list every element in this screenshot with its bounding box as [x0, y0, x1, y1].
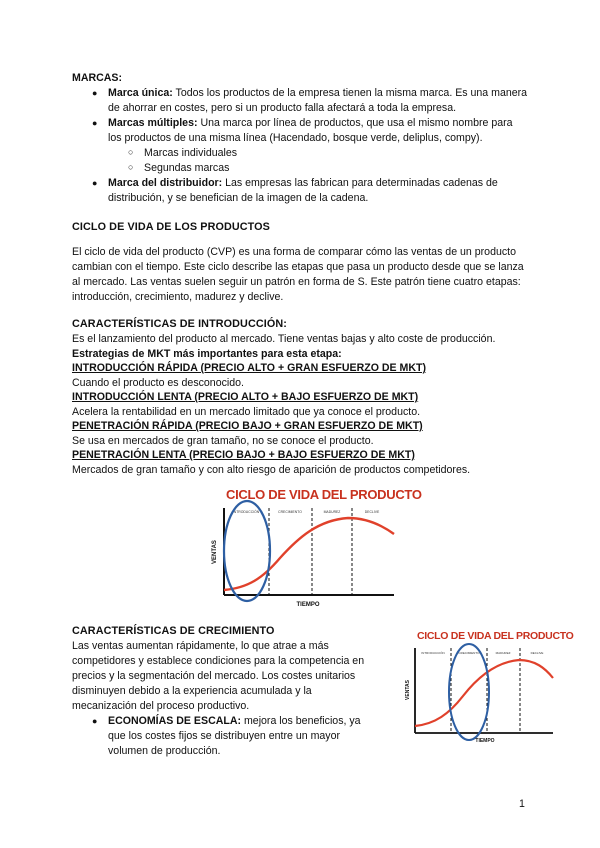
chart-2-stage-3: MADUREZ	[495, 651, 511, 655]
page-number: 1	[519, 798, 525, 810]
product-lifecycle-chart-1	[208, 482, 422, 612]
strategy-1-text: Cuando el producto es desconocido.	[72, 377, 244, 389]
circle-bullet-icon: ○	[128, 147, 134, 157]
crecimiento-heading: CARACTERÍSTICAS DE CRECIMIENTO	[72, 625, 275, 637]
crecimiento-line-1: Las ventas aumentan rápidamente, lo que atrae a más	[72, 640, 329, 652]
strategy-3-title: PENETRACIÓN RÁPIDA (PRECIO BAJO + GRAN ESFUERZO DE MKT)	[72, 420, 423, 432]
bullet-icon: ●	[92, 178, 98, 188]
economias-escala-label: ECONOMÍAS DE ESCALA:	[108, 715, 242, 727]
crecimiento-line-5: mecanización del proceso productivo.	[72, 700, 250, 712]
economias-escala-item	[92, 714, 388, 729]
chart-2-ylabel: VENTAS	[405, 680, 411, 700]
chart-2-xlabel: TIEMPO	[475, 738, 495, 744]
marcas-heading: MARCAS:	[72, 72, 123, 84]
subitem-label: Marcas individuales	[144, 147, 238, 159]
crecimiento-line-2: competidores y establece condiciones para la competencia en	[72, 655, 365, 667]
introduccion-line: Es el lanzamiento del producto al mercado. Tiene ventas bajas y alto coste de producción.	[72, 333, 496, 345]
subitem-marcas-individuales	[128, 146, 238, 161]
bullet-icon: ●	[92, 88, 98, 98]
marca-unica-label: Marca única:	[108, 87, 173, 99]
marcas-multiples-text: Una marca por línea de productos, que usa el mismo nombre para los productos de una misma línea (Hacendado, bosque verde, deliplus, compy).	[108, 117, 513, 144]
subitem-segundas-marcas	[128, 161, 230, 176]
product-lifecycle-chart-2	[403, 626, 574, 752]
marca-unica-text: Todos los productos de la empresa tienen la misma marca. Es una manera de ahorrar en costes, pero si un producto falla afectará a toda la empresa.	[108, 87, 528, 114]
strategy-2-title: INTRODUCCIÓN LENTA (PRECIO ALTO + BAJO ESFUERZO DE MKT)	[72, 391, 419, 403]
crecimiento-line-4: disminuyen debido a la experiencia acumulada y la	[72, 685, 312, 697]
circle-bullet-icon: ○	[128, 162, 134, 172]
ciclo-heading: CICLO DE VIDA DE LOS PRODUCTOS	[72, 221, 270, 233]
strategy-1-title: INTRODUCCIÓN RÁPIDA (PRECIO ALTO + GRAN ESFUERZO DE MKT)	[72, 362, 427, 374]
chart-1-xlabel: TIEMPO	[296, 602, 320, 608]
chart-2-stage-4: DECLIVE	[530, 651, 544, 655]
strategy-2-text: Acelera la rentabilidad en un mercado limitado que ya conoce el producto.	[72, 406, 421, 418]
chart-1-stage-2: CRECIMIENTO	[278, 510, 302, 514]
crecimiento-line-3: precios y la segmentación del mercado. Los costes unitarios	[72, 670, 356, 682]
marca-distribuidor-label: Marca del distribuidor:	[108, 177, 223, 189]
economias-escala-text-1: mejora los beneficios, ya	[241, 715, 361, 727]
chart-1-title: CICLO DE VIDA DEL PRODUCTO	[226, 487, 422, 502]
chart-1-stage-3: MADUREZ	[323, 510, 341, 514]
subitem-label: Segundas marcas	[144, 162, 230, 174]
strategies-heading: Estrategias de MKT más importantes para esta etapa:	[72, 348, 342, 360]
chart-2-stage-1: INTRODUCCIÓN	[421, 651, 445, 655]
bullet-icon: ●	[92, 118, 98, 128]
ciclo-paragraph: El ciclo de vida del producto (CVP) es una forma de comparar cómo las ventas de un producto cambian con el tiempo. Este ciclo describe las etapas que pasa un producto desde que se lanza al mercado. Las ventas suelen seguir un patrón en forma de S. Este patrón tiene cuatro etapas: introducción, crecimiento, madurez y declive.	[72, 246, 524, 303]
strategy-4-title: PENETRACIÓN LENTA (PRECIO BAJO + BAJO ESFUERZO DE MKT)	[72, 449, 415, 461]
strategy-4-text: Mercados de gran tamaño y con alto riesgo de aparición de productos competidores.	[72, 464, 471, 476]
marca-distribuidor-item	[92, 176, 528, 206]
marcas-multiples-label: Marcas múltiples:	[108, 117, 198, 129]
chart-1-ylabel: VENTAS	[212, 540, 218, 564]
bullet-icon: ●	[92, 716, 98, 726]
chart-2-stage-2: CRECIMIENTO	[458, 651, 480, 655]
strategy-3-text: Se usa en mercados de gran tamaño, no se conoce el producto.	[72, 435, 374, 447]
marca-distribuidor-text: Las empresas las fabrican para determinadas cadenas de distribución, y se benefician de la imagen de la cadena.	[108, 177, 498, 204]
economias-escala-text-2: que los costes fijos se distribuyen entre un mayor	[108, 730, 341, 742]
introduccion-heading: CARACTERÍSTICAS DE INTRODUCCIÓN:	[72, 318, 287, 330]
chart-2-title: CICLO DE VIDA DEL PRODUCTO	[417, 630, 574, 642]
marcas-multiples-item	[92, 116, 528, 146]
economias-escala-text-3: volumen de producción.	[108, 745, 221, 757]
chart-1-stage-1: INTRODUCCIÓN	[232, 510, 260, 514]
chart-1-stage-4: DECLIVE	[364, 510, 380, 514]
marca-unica-item	[92, 86, 528, 116]
